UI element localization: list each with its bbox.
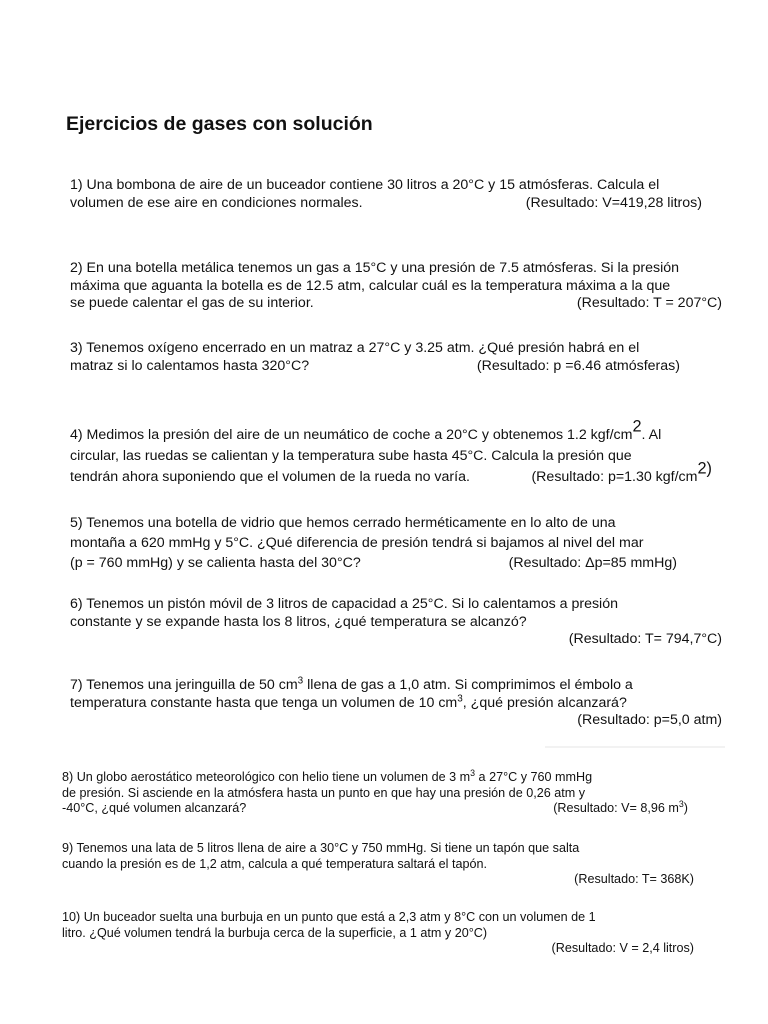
exercise-last-row [70,459,722,488]
exercise-line: (p = 760 mmHg) y se calienta hasta del 30°C? [70,555,361,571]
superscript: 3 [457,692,463,704]
exercise-last-row [70,195,722,213]
exercise-line: cuando la presión es de 1,2 atm, calcula a qué temperatura saltará el tapón. [62,856,487,871]
exercise-line: 9) Tenemos una lata de 5 litros llena de aire a 30°C y 750 mmHg. Si tiene un tapón que salta [62,841,580,855]
divider [545,746,725,748]
exercise-4 [70,417,722,488]
exercise-result: (Resultado: V=419,28 litros) [525,194,702,211]
exercise-line: máxima que aguanta la botella es de 12.5 atm, calcular cuál es la temperatura máxima a la que [70,277,671,294]
exercise-line: temperatura constante hasta que tenga un volumen de 10 $cm^3$, ¿qué presión alcanzará? [70,692,627,711]
superscript: 3 [470,767,476,778]
exercise-last-row [70,358,722,376]
exercise-last-row [62,798,700,817]
exercise-line: 1) Una bombona de aire de un buceador contiene 30 litros a 20°C y 15 atmósferas. Calcula el [70,177,660,193]
exercise-5 [70,513,722,573]
exercise-last-row [70,553,722,573]
exercise-3 [70,340,722,375]
exercise-result: (Resultado: Δp=85 mmHg) [508,555,677,571]
exercise-line: 7) Tenemos una jeringuilla de 50 $cm^3$ llena de gas a 1,0 atm. Si comprimimos el émbolo a [70,675,633,693]
superscript: 3 [297,675,304,687]
exercise-line: -40°C, ¿qué volumen alcanzará? [62,801,247,815]
exercise-result: (Resultado: T= 794,7°C) [568,631,722,647]
exercise-line: constante y se expande hasta los 8 litros, ¿qué temperatura se alcanzó? [70,613,527,630]
exercise-7 [70,677,722,730]
exercise-result: (Resultado: T = 207°C) [576,295,722,311]
exercise-line: 6) Tenemos un pistón móvil de 3 litros de capacidad a 25°C. Si lo calentamos a presión [70,596,618,612]
exercise-line: 5) Tenemos una botella de vidrio que hemos cerrado herméticamente en lo alto de una [70,515,616,531]
exercise-result: (Resultado: p=5,0 atm) [577,712,722,728]
exercise-result: (Resultado: V= 8,96 $m^3$) [553,798,688,815]
exercise-line: 10) Un buceador suelta una burbuja en un punto que está a 2,3 atm y 8°C con un volumen de 1 [62,910,596,924]
exercise-2 [70,260,722,313]
exercise-line: tendrán ahora suponiendo que el volumen de la rueda no varía. [70,469,470,485]
exercise-line: 3) Tenemos oxígeno encerrado en un matraz a 27°C y 3.25 atm. ¿Qué presión habrá en el [70,340,640,356]
page-title: Ejercicios de gases con solución [66,113,373,135]
exercise-line: circular, las ruedas se calientan y la temperatura sube hasta 45°C. Calcula la presión que [70,448,632,464]
superscript: 2) [697,459,712,478]
exercise-10 [62,910,700,957]
exercise-line: litro. ¿Qué volumen tendrá la burbuja cerca de la superficie, a 1 atm y 20°C) [62,925,488,940]
exercise-line: de presión. Si asciende en la atmósfera hasta un punto en que hay una presión de 0,26 atm y [62,785,585,800]
exercise-result: (Resultado: p =6.46 atmósferas) [476,357,680,374]
superscript: 2 [632,417,642,436]
exercise-line: matraz si lo calentamos hasta 320°C? [70,357,310,374]
exercise-8 [62,767,700,817]
exercise-line: 4) Medimos la presión del aire de un neumático de coche a 20°C y obtenemos 1.2 kgf/cm2. Al [70,417,662,443]
exercise-1 [70,177,722,212]
exercise-line: se puede calentar el gas de su interior. [70,295,314,311]
exercise-last-row [70,295,722,313]
exercise-line: 8) Un globo aerostático meteorológico con helio tiene un volumen de 3 $m^3$ a 27°C y 760 mmHg [62,767,593,784]
superscript: 3 [678,798,684,809]
exercise-result: (Resultado: p=1.30 kgf/cm2) [531,459,712,485]
exercise-9 [62,841,700,888]
exercise-6 [70,596,722,649]
exercise-line: montaña a 620 mmHg y 5°C. ¿Qué diferencia de presión tendrá si bajamos al nivel del mar [70,535,644,551]
exercise-result: (Resultado: T= 368K) [574,872,694,886]
exercise-line: 2) En una botella metálica tenemos un gas a 15°C y una presión de 7.5 atmósferas. Si la presión [70,260,679,276]
exercise-line: volumen de ese aire en condiciones normales. [70,194,363,211]
exercise-result: (Resultado: V = 2,4 litros) [551,941,694,955]
